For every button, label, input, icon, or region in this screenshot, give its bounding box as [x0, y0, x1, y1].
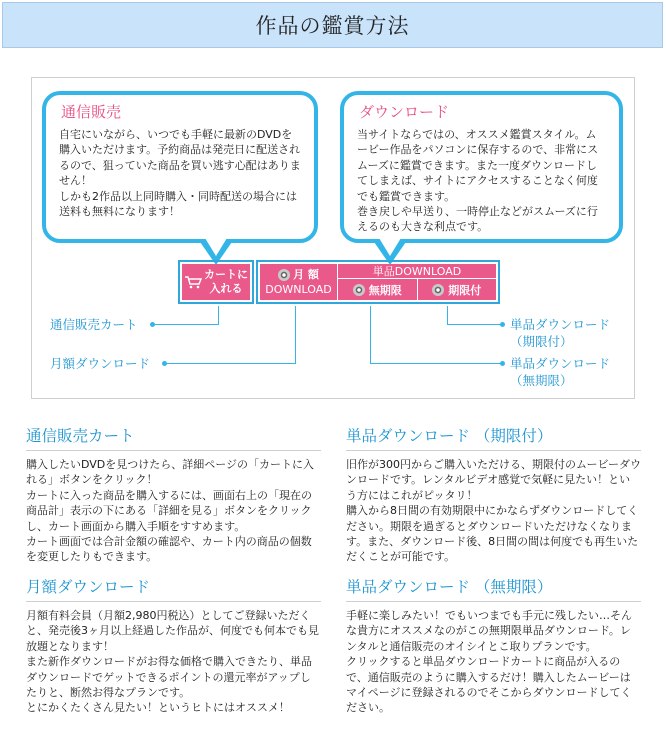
- disc-icon: [432, 284, 444, 296]
- section-cart: [26, 424, 321, 565]
- section-single-limited: [346, 424, 641, 565]
- disc-icon: [353, 284, 365, 296]
- legend-cart: 通信販売カート: [50, 317, 138, 332]
- section-monthly-title: 月額ダウンロード: [26, 575, 321, 602]
- download-bubble: [340, 91, 623, 243]
- section-single-unlimited: [346, 575, 641, 716]
- single-download-unlimited-label: 無期限: [368, 283, 402, 297]
- leader-line-unlimited: [370, 363, 502, 364]
- disc-icon: [278, 269, 290, 281]
- monthly-download-label-bottom: DOWNLOAD: [265, 283, 332, 296]
- section-monthly: [26, 575, 321, 716]
- leader-line-limited: [447, 324, 502, 325]
- section-single-unlimited-title: 単品ダウンロード （無期限）: [346, 575, 641, 602]
- leader-line-limited: [447, 306, 448, 325]
- legend-single-limited: 単品ダウンロード （期限付）: [510, 317, 611, 349]
- leader-dot-limited: [500, 322, 505, 327]
- mail-order-bubble-title: 通信販売: [61, 103, 122, 121]
- purchase-methods-diagram: [31, 77, 635, 399]
- monthly-download-button[interactable]: [260, 264, 338, 300]
- page-title: 作品の鑑賞方法: [255, 14, 410, 38]
- legend-monthly: 月額ダウンロード: [50, 356, 151, 371]
- section-single-limited-text: 旧作が300円からご購入いただける、期限付のムービーダウンロードです。レンタルビデオ感覚で気軽に見たい！という方にはこれがピッタリ！ 購入から8日間の有効期限中にかならずダウンロードしてください。期限を過ぎるとダウンロードいただけなくなります。また、ダウンロード後、8日間の間は何度でも再生いただくことが可能です。: [346, 458, 642, 564]
- section-single-unlimited-text: 手軽に楽しみたい！でもいつまでも手元に残したい…そんな貴方にオススメなのがこの無期限単品ダウンロード。レンタルと通信販売のオイシイとこ取りプランです。 クリックすると単品ダウンロードカートに商品が入るので、通信販売のように購入するだけ！購入したムービーはマイページに登録されるのでそこからダウンロードしてください。: [346, 609, 632, 715]
- mail-order-bubble-text: 自宅にいながら、いつでも手軽に最新のDVDを購入いただけます。予約商品は発売日に配送されるので、狙っていた商品を買い逃す心配はありません！ しかも2作品以上同時購入・同時配送の場合には送料も無料になります！: [59, 128, 301, 219]
- section-monthly-text: 月額有料会員（月額2,980円税込）としてご登録いただくと、発売後3ヶ月以上経過した作品が、何度でも何本でも見放題となります！ また新作ダウンロードがお得な価格で購入できたり、単品ダウンロードでゲットできるポイントの還元率がアップしたりと、断然お得なプランです。 とにかくたくさん見たい！というヒトにはオススメ！: [26, 609, 319, 715]
- download-bubble-tail-inner: [379, 238, 401, 256]
- cart-button-frame: [178, 260, 254, 304]
- monthly-download-label-top: 月 額: [293, 268, 319, 281]
- single-download-unlimited-button[interactable]: [338, 279, 417, 300]
- leader-line-monthly: [166, 363, 296, 364]
- section-cart-text: 購入したいDVDを見つけたら、詳細ページの「カートに入れる」ボタンをクリック！ カートに入った商品を購入するには、画面右上の「現在の商品計」表示の下にある「詳細を見る」ボタンをクリックし、カート画面から購入手順をすすめます。 カート画面では合計金額の確認や、カート内の商品の個数を変更したりもできます。: [26, 458, 315, 564]
- add-to-cart-button[interactable]: [182, 264, 250, 300]
- download-bubble-text: 当サイトならではの、オススメ鑑賞スタイル。ムービー作品をパソコンに保存するので、非常にスムーズに鑑賞できます。また一度ダウンロードしてしまえば、サイトにアクセスすることなく何度でも鑑賞できます。 巻き戻しや早送り、一時停止などがスムーズに行えるのも大きな利点です。: [357, 128, 599, 234]
- single-download-group: [338, 264, 496, 300]
- download-buttons: [260, 264, 496, 300]
- leader-dot-monthly: [162, 361, 167, 366]
- page-header: [2, 2, 663, 48]
- add-to-cart-label: カートに 入れる: [204, 268, 248, 295]
- section-cart-title: 通信販売カート: [26, 424, 321, 451]
- single-download-limited-label: 期限付: [448, 283, 482, 297]
- single-download-limited-button[interactable]: [417, 279, 497, 300]
- section-single-limited-title: 単品ダウンロード （期限付）: [346, 424, 641, 451]
- cart-icon: [184, 275, 202, 289]
- leader-line-cart: [154, 324, 219, 325]
- single-download-header: 単品DOWNLOAD: [338, 264, 496, 279]
- legend-single-unlimited: 単品ダウンロード （無期限）: [510, 356, 611, 388]
- leader-dot-unlimited: [500, 361, 505, 366]
- leader-line-cart: [218, 306, 219, 325]
- download-buttons-frame: [256, 260, 500, 304]
- download-bubble-title: ダウンロード: [359, 103, 450, 121]
- mail-order-bubble: [42, 91, 318, 243]
- mail-order-bubble-tail-inner: [205, 238, 227, 256]
- leader-line-monthly: [295, 306, 296, 364]
- leader-line-unlimited: [370, 306, 371, 364]
- leader-dot-cart: [150, 322, 155, 327]
